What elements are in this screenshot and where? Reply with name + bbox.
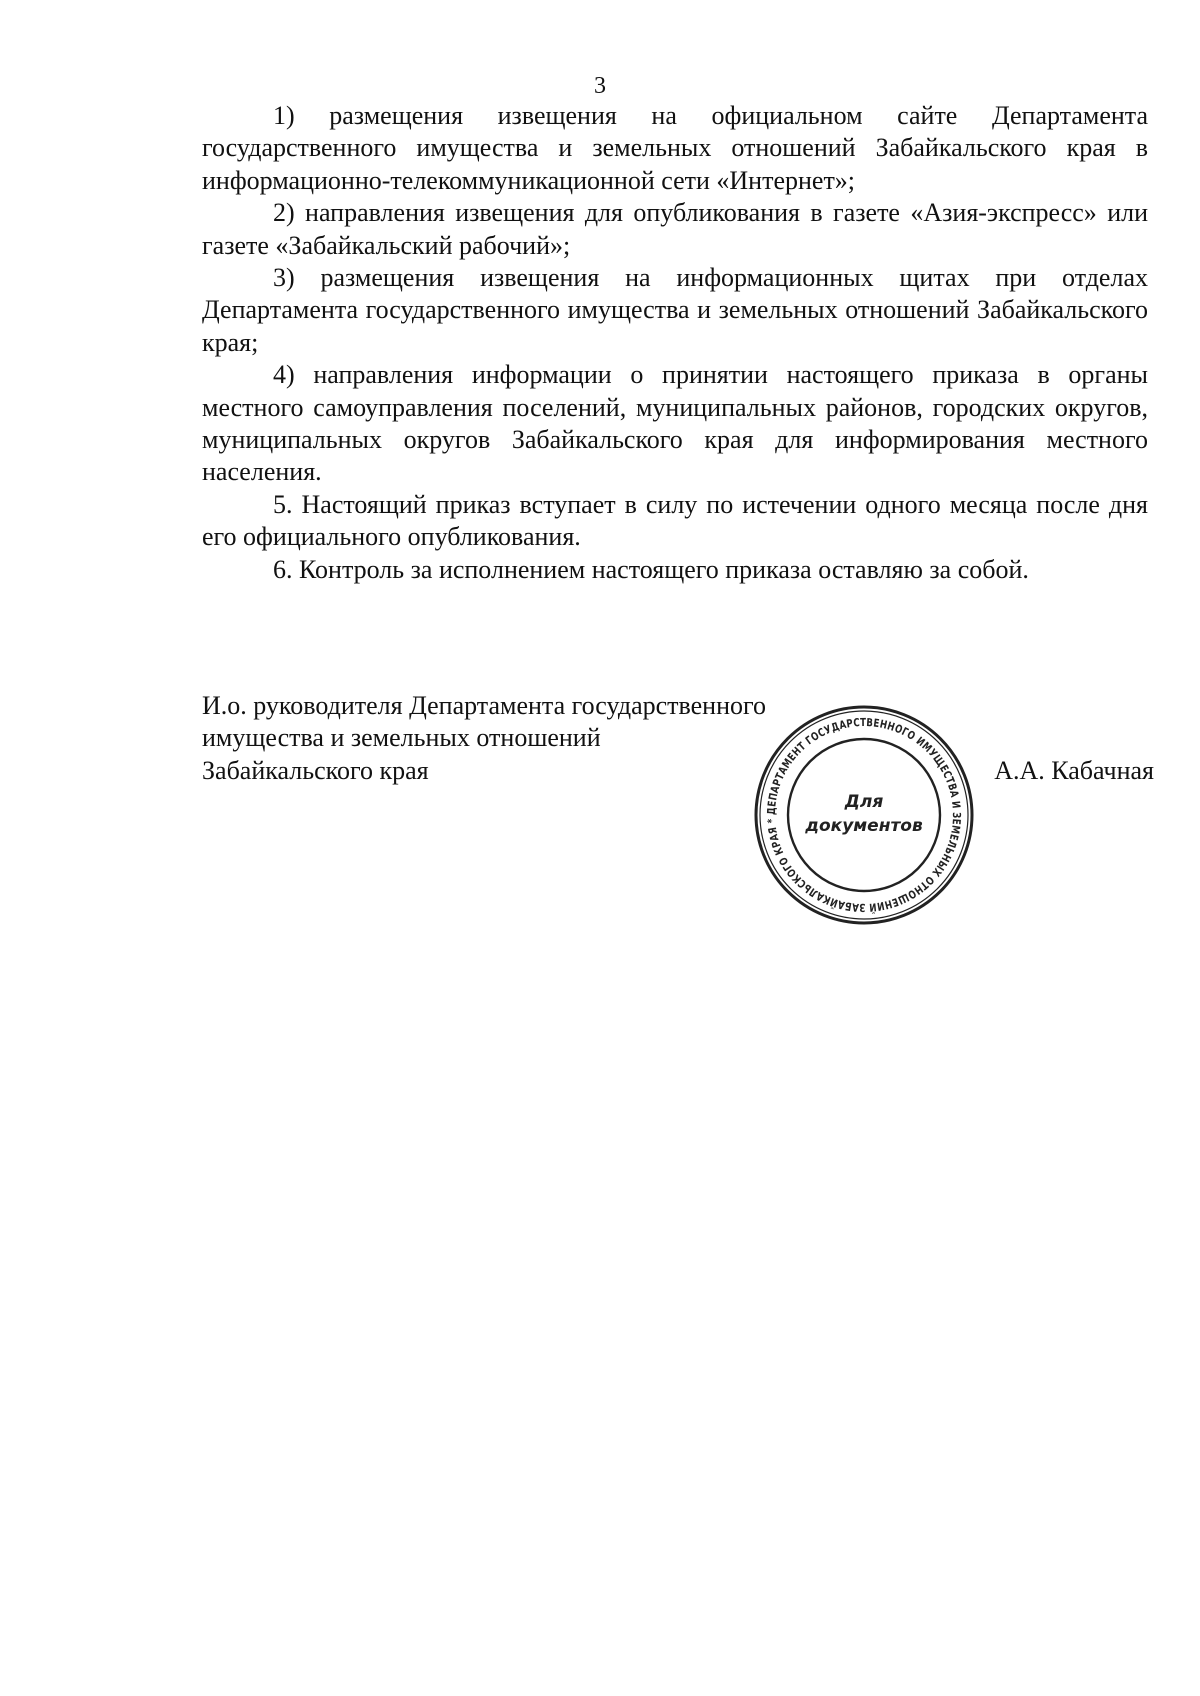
paragraph-item-4: 4) направления информации о принятии настоящего приказа в органы местного самоуправления поселений, муниципальных районов, городских округов, муниципальных округов Забайкальского края для информирования местного населения. <box>202 360 1148 487</box>
signer-position-line-1: И.о. руководителя Департамента государственного <box>202 691 767 720</box>
seal-ring-text: ДЕПАРТАМЕНТ ГОСУДАРСТВЕННОГО ИМУЩЕСТВА И ЗЕМЕЛЬНЫХ ОТНОШЕНИЙ ЗАБАЙКАЛЬСКОГО КРАЯ * <box>764 715 964 915</box>
paragraph-item-6: 6. Контроль за исполнением настоящего приказа оставляю за собой. <box>273 554 1029 584</box>
signer-name: А.А. Кабачная <box>994 755 1154 785</box>
seal-center-line-1: Для <box>844 792 884 812</box>
paragraph-item-2: 2) направления извещения для опубликования в газете «Азия-экспресс» или газете «Забайкальский рабочий»; <box>202 198 1148 260</box>
paragraph-item-3: 3) размещения извещения на информационных щитах при отделах Департамента государственного имущества и земельных отношений Забайкальского края; <box>202 263 1148 357</box>
signature-block <box>202 690 1154 830</box>
signer-position-line-3: Забайкальского края <box>202 755 429 785</box>
seal-inner-ring <box>788 739 940 891</box>
seal-graphic <box>749 700 979 930</box>
paragraph-item-5: 5. Настоящий приказ вступает в силу по истечении одного месяца после дня его официального опубликования. <box>202 489 1148 552</box>
paragraph-item-1: 1) размещения извещения на официальном сайте Департамента государственного имущества и земельных отношений Забайкальского края в информационно-телекоммуникационной сети «Интернет»; <box>202 101 1148 195</box>
seal-center-line-2: документов <box>805 816 923 836</box>
signer-position-line-2: имущества и земельных отношений <box>202 723 601 753</box>
page-number: 3 <box>594 73 606 99</box>
official-seal-stamp <box>749 700 979 930</box>
seal-outer-ring-thin <box>760 711 968 919</box>
document-body <box>202 100 1148 586</box>
